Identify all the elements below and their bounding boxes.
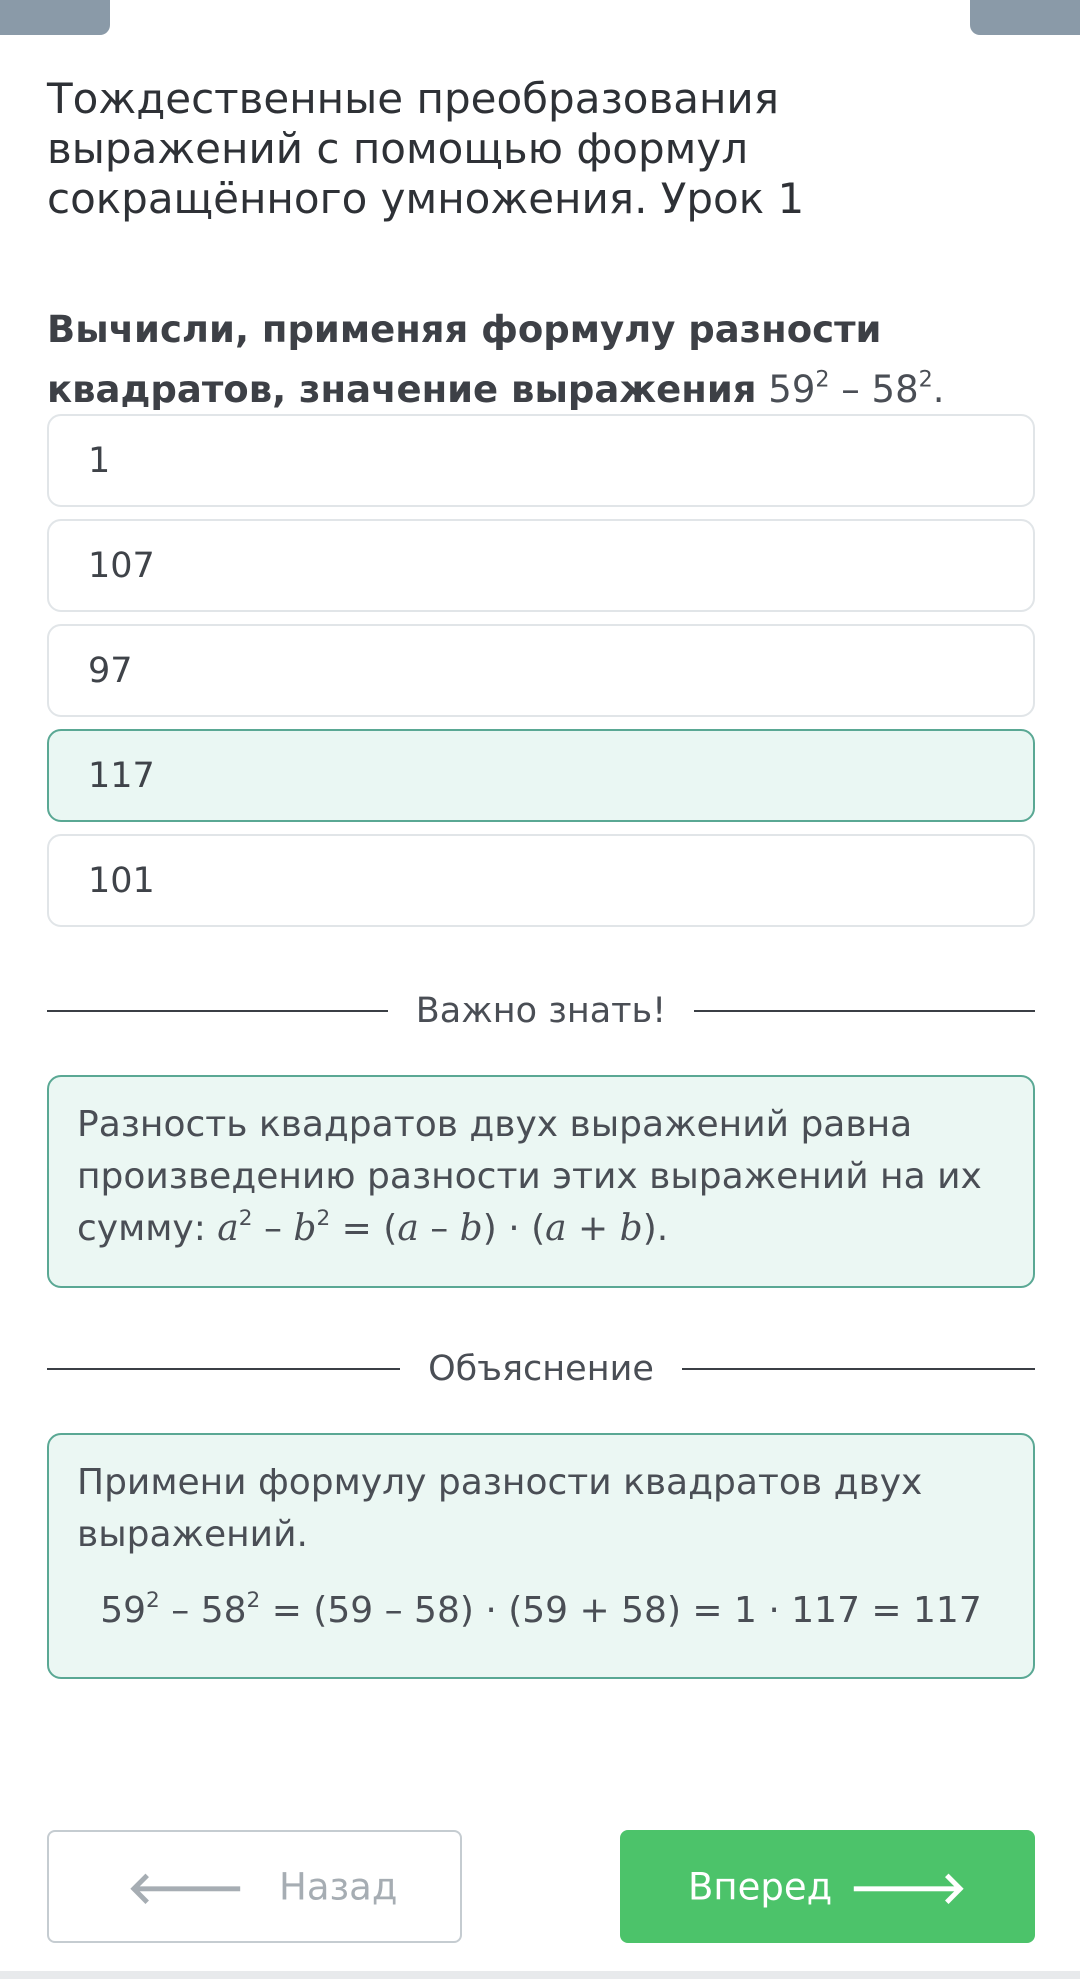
question-text <box>47 300 1037 420</box>
divider-line <box>694 1010 1035 1012</box>
important-box <box>47 1075 1035 1288</box>
answer-option-label: 1 <box>88 440 111 481</box>
arrow-right-icon: 🡒 <box>849 1862 967 1914</box>
next-button-label: Вперед <box>688 1865 833 1908</box>
back-tab[interactable] <box>0 0 110 35</box>
important-text: Разность квадратов двух выражений равна произведению разности этих выражений на их сумму: <box>77 1104 982 1249</box>
explanation-text: Примени формулу разности квадратов двух выражений. <box>77 1462 923 1555</box>
answer-option[interactable] <box>47 624 1035 717</box>
answer-option[interactable] <box>47 414 1035 507</box>
divider-line <box>47 1010 388 1012</box>
answer-option[interactable] <box>47 834 1035 927</box>
divider-line <box>682 1368 1035 1370</box>
close-tab[interactable] <box>970 0 1080 35</box>
answer-option-correct[interactable] <box>47 729 1035 822</box>
answer-option-label: 97 <box>88 650 133 691</box>
divider-line <box>47 1368 400 1370</box>
important-heading: Важно знать! <box>415 991 667 1031</box>
question-prompt: Вычисли, применяя формулу разности квадратов, значение выражения <box>47 308 882 411</box>
question-expression: $59^2 - 58^2$. <box>768 366 945 411</box>
answer-option-label: 107 <box>88 545 155 586</box>
explanation-divider <box>47 1339 1035 1399</box>
lesson-title: Тождественные преобразования выражений с помощью формул сокращённого умножения. Урок 1 <box>47 74 805 223</box>
next-button[interactable] <box>620 1830 1035 1943</box>
important-divider <box>47 981 1035 1041</box>
important-formula: $a^2 - b^2 = (a - b) \cdot (a + b)$. <box>217 1205 669 1249</box>
bottom-bar <box>0 1971 1080 1979</box>
explanation-box <box>47 1433 1035 1679</box>
answer-option[interactable] <box>47 519 1035 612</box>
answer-options <box>47 414 1035 939</box>
back-button-label: Назад <box>279 1865 398 1908</box>
answer-option-label: 117 <box>88 755 155 796</box>
answer-option-label: 101 <box>88 860 155 901</box>
explanation-formula: $59^2 - 58^2 = (59 - 58) \cdot (59 + 58) = 1 \cdot 117 = 117$ <box>100 1587 982 1631</box>
explanation-heading: Объяснение <box>428 1349 654 1389</box>
arrow-left-icon: 🡐 <box>127 1862 245 1914</box>
back-button[interactable] <box>47 1830 462 1943</box>
